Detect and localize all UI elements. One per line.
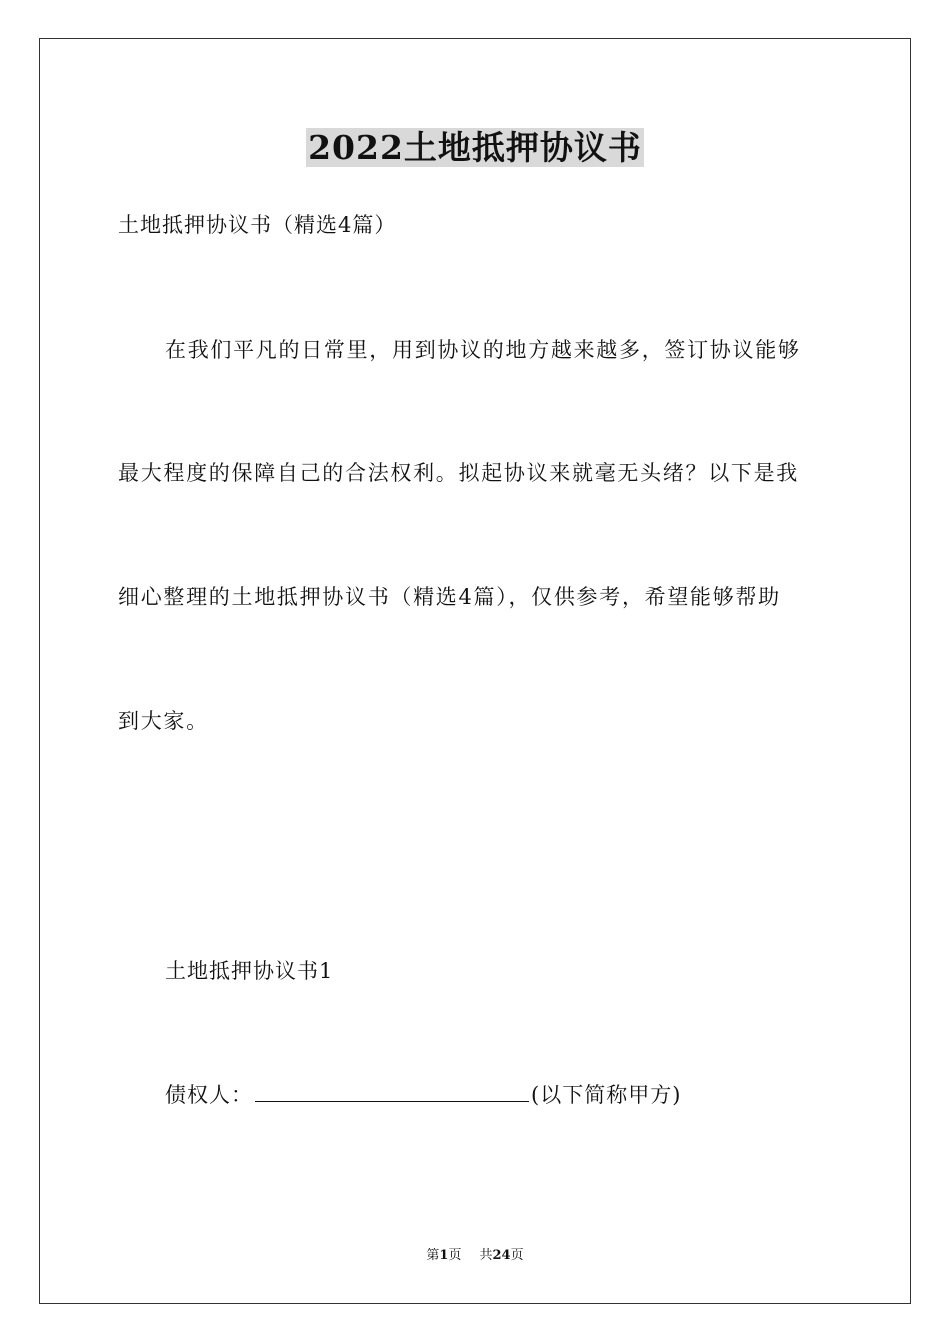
footer-page-number: 1 <box>439 1248 449 1263</box>
footer-total-pages: 24 <box>492 1248 511 1263</box>
footer-page-prefix: 第 <box>426 1248 440 1263</box>
intro-line-3: 细心整理的土地抵押协议书（精选4篇），仅供参考，希望能够帮助 <box>118 585 781 609</box>
intro-line-1: 在我们平凡的日常里，用到协议的地方越来越多，签订协议能够 <box>165 338 801 362</box>
document-title <box>0 126 950 170</box>
footer-total-suffix: 页 <box>510 1248 524 1263</box>
footer-total-prefix: 共 <box>479 1248 493 1263</box>
creditor-blank-line <box>255 1081 529 1102</box>
section-heading: 土地抵押协议书1 <box>165 959 334 983</box>
intro-line-4: 到大家。 <box>118 709 209 733</box>
document-subtitle: 土地抵押协议书（精选4篇） <box>118 213 397 237</box>
document-title-text: 2022土地抵押协议书 <box>308 128 642 167</box>
footer-page-suffix: 页 <box>448 1248 462 1263</box>
page-footer <box>0 1247 950 1265</box>
creditor-label: 债权人： <box>165 1083 253 1107</box>
creditor-suffix: (以下简称甲方) <box>531 1083 682 1107</box>
creditor-line <box>165 1080 681 1110</box>
intro-line-2: 最大程度的保障自己的合法权利。拟起协议来就毫无头绪？以下是我 <box>118 461 799 485</box>
